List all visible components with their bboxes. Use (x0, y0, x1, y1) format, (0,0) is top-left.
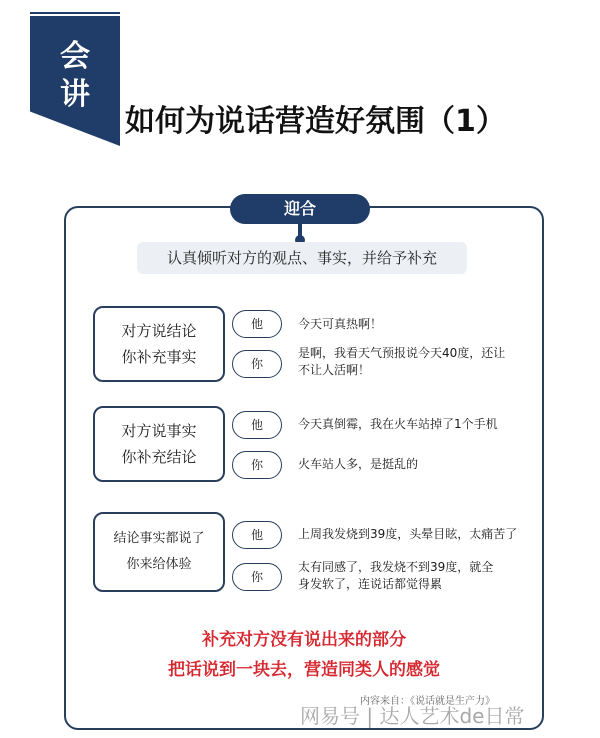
speaker-you-badge: 你 (232, 451, 282, 479)
badge-stripe (30, 8, 120, 12)
rule-box-1 (93, 306, 225, 382)
section-pill: 迎合 (230, 194, 370, 224)
rule-line: 对方说事实 (121, 422, 197, 440)
rule-line: 对方说结论 (121, 322, 197, 340)
rule-line: 结论事实都说了 (113, 531, 205, 546)
rule-box-2 (93, 406, 225, 482)
speaker-he-badge: 他 (232, 411, 282, 439)
page-title: 如何为说话营造好氛围（1） (125, 104, 506, 139)
rule-line: 你补充结论 (121, 448, 197, 466)
speaker-you-badge: 你 (232, 350, 282, 378)
rule-box-3 (93, 512, 225, 592)
dialogue-line: 是啊，我看天气预报说今天40度，还让不让人活啊！ (298, 346, 506, 377)
badge-stripe (30, 14, 120, 16)
dialogue-line: 今天可真热啊！ (298, 317, 383, 331)
speaker-he-badge: 他 (232, 310, 282, 338)
speaker-you-badge: 你 (232, 563, 282, 591)
speaker-he-badge: 他 (232, 521, 282, 549)
dialogue-line: 今天真倒霉，我在火车站掉了1个手机 (298, 417, 498, 431)
rule-line: 你补充事实 (121, 348, 197, 366)
source-note: 内容来自：《说话就是生产力》 (360, 696, 495, 707)
card-subtitle: 认真倾听对方的观点、事实，并给予补充 (137, 242, 467, 274)
closing-line-2: 把话说到一块去，营造同类人的感觉 (168, 660, 440, 680)
dialogue-line: 火车站人多，是挺乱的 (298, 457, 419, 471)
rule-line: 你来给体验 (126, 557, 192, 572)
watermark: 网易号 | 达人艺术de日常 (300, 704, 525, 728)
dialogue-line: 太有同感了，我发烧不到39度，就全身发软了，连说话都觉得累 (298, 560, 494, 591)
closing-line-1: 补充对方没有说出来的部分 (202, 630, 406, 650)
dialogue-line: 上周我发烧到39度，头晕目眩，太痛苦了 (298, 527, 518, 541)
badge-char-1: 会 (60, 39, 90, 74)
badge-char-2: 讲 (60, 77, 90, 112)
